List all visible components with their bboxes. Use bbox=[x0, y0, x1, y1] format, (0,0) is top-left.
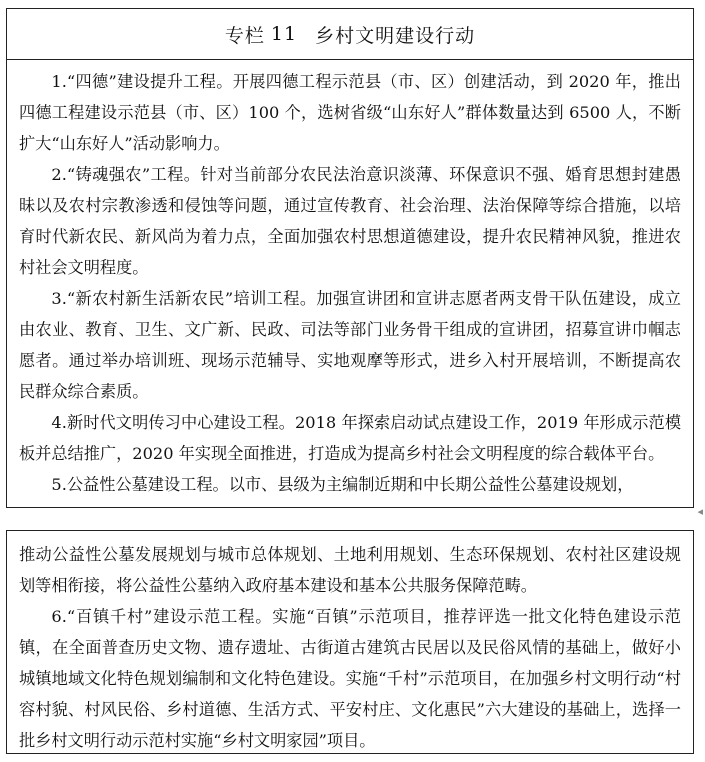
paragraph-item-6: 6.“百镇千村”建设示范工程。实施“百镇”示范项目，推荐评选一批文化特色建设示范镇，在全面普查历史文物、遗存遗址、古街道古建筑古民居以及民俗风情的基础上，做好小城镇地域文化特色规划编制和文化特色建设。实施“千村”示范项目，在加强乡村文明行动“村容村貌、村风民俗、乡村道德、生活方式、平安村庄、文化惠民”六大建设的基础上，选择一批乡村文明行动示范村实施“乡村文明家园”项目。 bbox=[19, 607, 681, 750]
paragraph-item-1: 1.“四德”建设提升工程。开展四德工程示范县（市、区）创建活动，到 2020 年，推出四德工程建设示范县（市、区）100 个，选树省级“山东好人”群体数量达到 6500 人，不断扩大“山东好人”活动影响力。 bbox=[19, 72, 681, 153]
paragraph-item-2: 2.“铸魂强农”工程。针对当前部分农民法治意识淡薄、环保意识不强、婚育思想封建愚昧以及农村宗教渗透和侵蚀等问题，通过宣传教育、社会治理、法治保障等综合措施，以培育时代新农民、新风尚为着力点，全面加强农村思想道德建设，提升农民精神风貌，推进农村社会文明程度。 bbox=[19, 165, 681, 277]
page-break-marker-icon: ◂ bbox=[697, 505, 703, 518]
column-title-prefix: 专栏 bbox=[224, 24, 265, 47]
column-box-part1 bbox=[6, 8, 694, 508]
paragraph-item-5-continued: 推动公益性公墓发展规划与城市总体规划、土地利用规划、生态环保规划、农村社区建设规划等相衔接，将公益性公墓纳入政府基本建设和基本公共服务保障范畴。 bbox=[19, 545, 681, 595]
column-title bbox=[7, 9, 693, 60]
column-box-part2 bbox=[6, 530, 694, 754]
paragraph-item-5: 5.公益性公墓建设工程。以市、县级为主编制近期和中长期公益性公墓建设规划， bbox=[51, 475, 634, 494]
paragraph-item-3: 3.“新农村新生活新农民”培训工程。加强宣讲团和宣讲志愿者两支骨干队伍建设，成立由农业、教育、卫生、文广新、民政、司法等部门业务骨干组成的宣讲团，招募宣讲巾帼志愿者。通过举办培训班、现场示范辅导、实地观摩等形式，进乡入村开展培训，不断提高农民群众综合素质。 bbox=[19, 289, 681, 401]
column-title-number: 11 bbox=[270, 23, 298, 45]
column-title-text: 乡村文明建设行动 bbox=[315, 24, 476, 47]
column-body-part1 bbox=[7, 60, 693, 506]
paragraph-item-4: 4.新时代文明传习中心建设工程。2018 年探索启动试点建设工作，2019 年形成示范模板并总结推广，2020 年实现全面推进，打造成为提高乡村社会文明程度的综合载体平台。 bbox=[19, 413, 681, 463]
column-body-part2 bbox=[7, 531, 693, 756]
